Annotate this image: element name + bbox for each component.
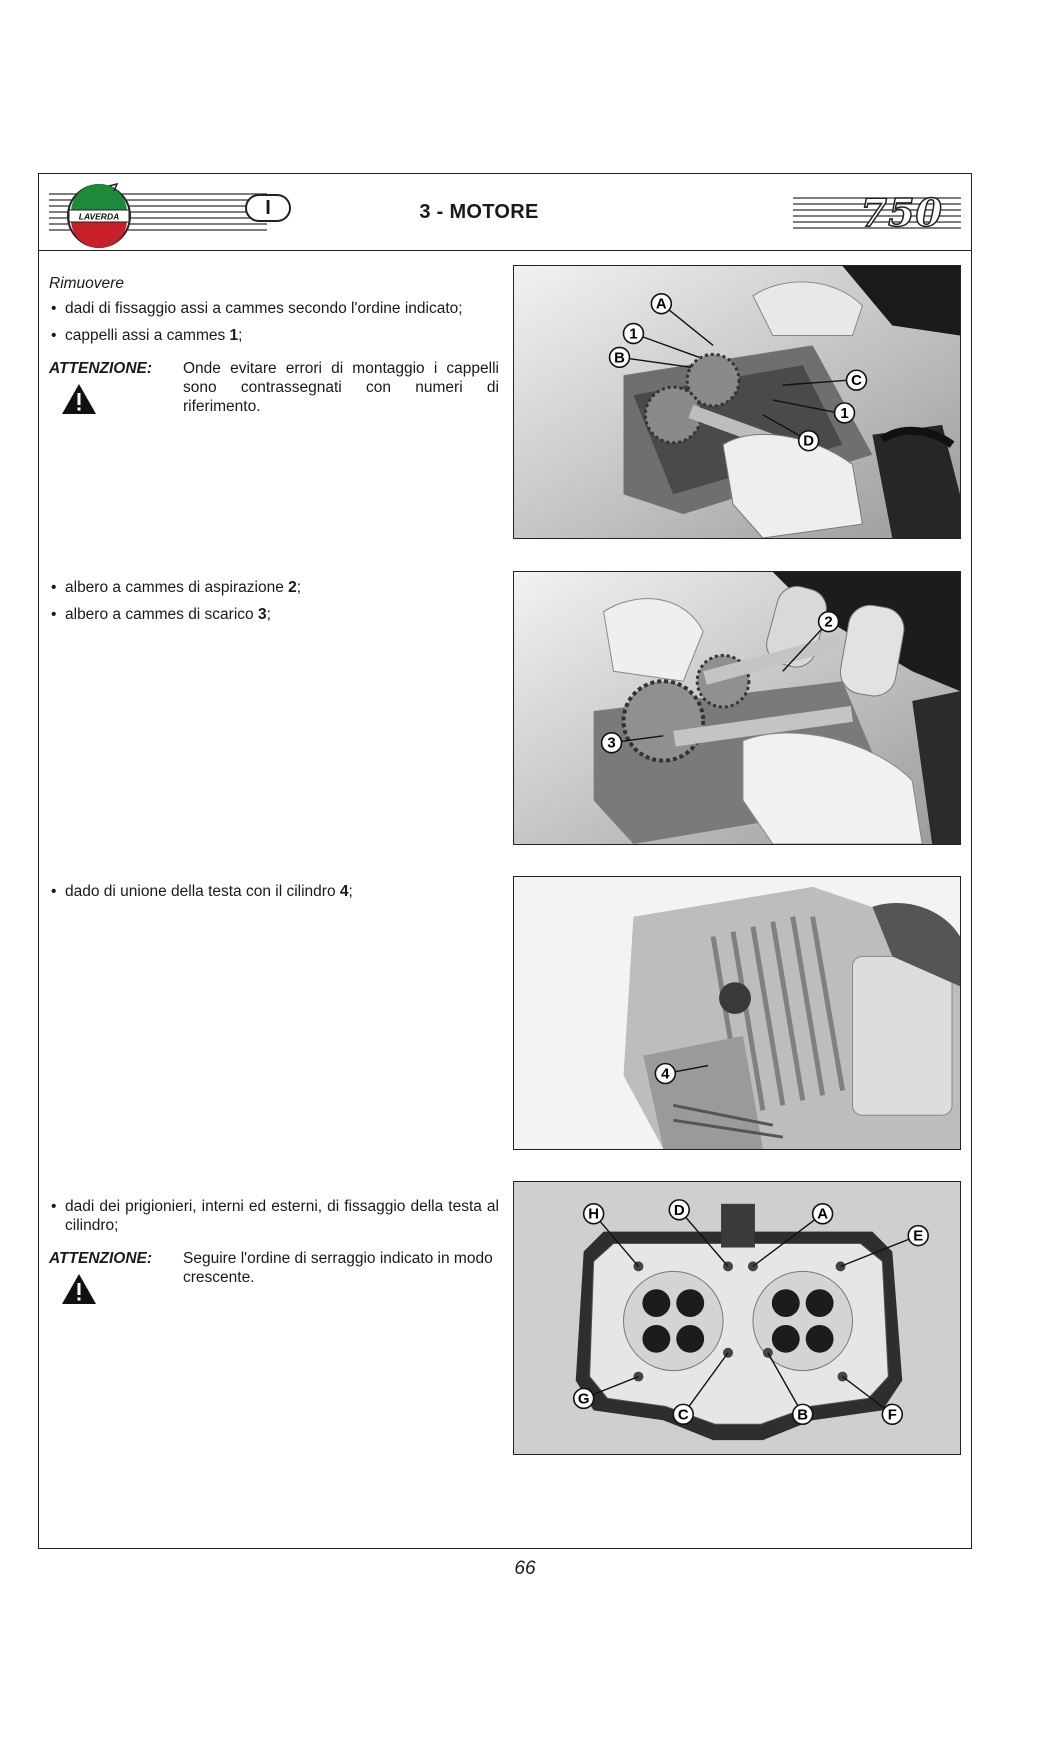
bullet-item: • dado di unione della testa con il cilindro 4;	[49, 882, 499, 901]
warning-text: Onde evitare errori di montaggio i cappelli sono contrassegnati con numeri di riferimento.	[183, 360, 499, 415]
page-frame	[38, 173, 972, 1549]
page-number: 66	[514, 1558, 536, 1579]
callout-label: F	[887, 1407, 897, 1424]
model-logo: 750	[860, 190, 943, 235]
callout-label: D	[803, 433, 815, 450]
bullet-item: • dadi dei prigionieri, interni ed esterni, di fissaggio della testa al cilindro;	[49, 1197, 499, 1235]
bullet-item: • dadi di fissaggio assi a cammes secondo l'ordine indicato;	[49, 299, 499, 318]
warning-block	[49, 359, 499, 416]
section-4-text	[49, 1197, 499, 1287]
callout-label: E	[913, 1228, 924, 1245]
figure-camshafts	[513, 571, 961, 845]
section-3-text	[49, 882, 499, 909]
section-2-text	[49, 578, 499, 632]
page-header	[39, 174, 971, 251]
callout-label: B	[797, 1407, 809, 1424]
bullet-item: • albero a cammes di scarico 3;	[49, 605, 499, 624]
section-1-text	[49, 274, 499, 416]
warning-triangle-icon	[61, 1273, 97, 1305]
figure-tightening-order	[513, 1181, 961, 1455]
figure-camshaft-caps	[513, 265, 961, 539]
figure-head-nut	[513, 876, 961, 1150]
warning-label: ATTENZIONE:	[49, 1250, 153, 1267]
logo-text: LAVERDA	[78, 211, 120, 222]
callout-label: C	[851, 373, 862, 390]
callout-label: A	[655, 296, 667, 313]
callout-label: B	[614, 350, 625, 367]
callout-label: G	[577, 1391, 590, 1408]
warning-block	[49, 1249, 499, 1287]
language-badge: I	[245, 194, 291, 222]
callout-label: 1	[629, 326, 638, 343]
warning-text: Seguire l'ordine di serraggio indicato in modo crescente.	[183, 1250, 493, 1286]
callout-label: A	[817, 1206, 829, 1223]
callout-label: 3	[607, 735, 616, 752]
callout-label: 4	[661, 1066, 670, 1083]
callout-label: H	[588, 1206, 600, 1223]
callout-label: D	[673, 1202, 685, 1219]
bullet-item: • albero a cammes di aspirazione 2;	[49, 578, 499, 597]
bullet-item: • cappelli assi a cammes 1;	[49, 326, 499, 345]
section-title: 3 - MOTORE	[419, 201, 539, 223]
subhead: Rimuovere	[49, 275, 124, 292]
warning-label: ATTENZIONE:	[49, 360, 153, 377]
callout-label: C	[677, 1407, 689, 1424]
laverda-logo	[65, 182, 133, 248]
callout-label: 2	[824, 614, 833, 631]
warning-triangle-icon	[61, 383, 97, 415]
callout-label: 1	[840, 405, 849, 422]
